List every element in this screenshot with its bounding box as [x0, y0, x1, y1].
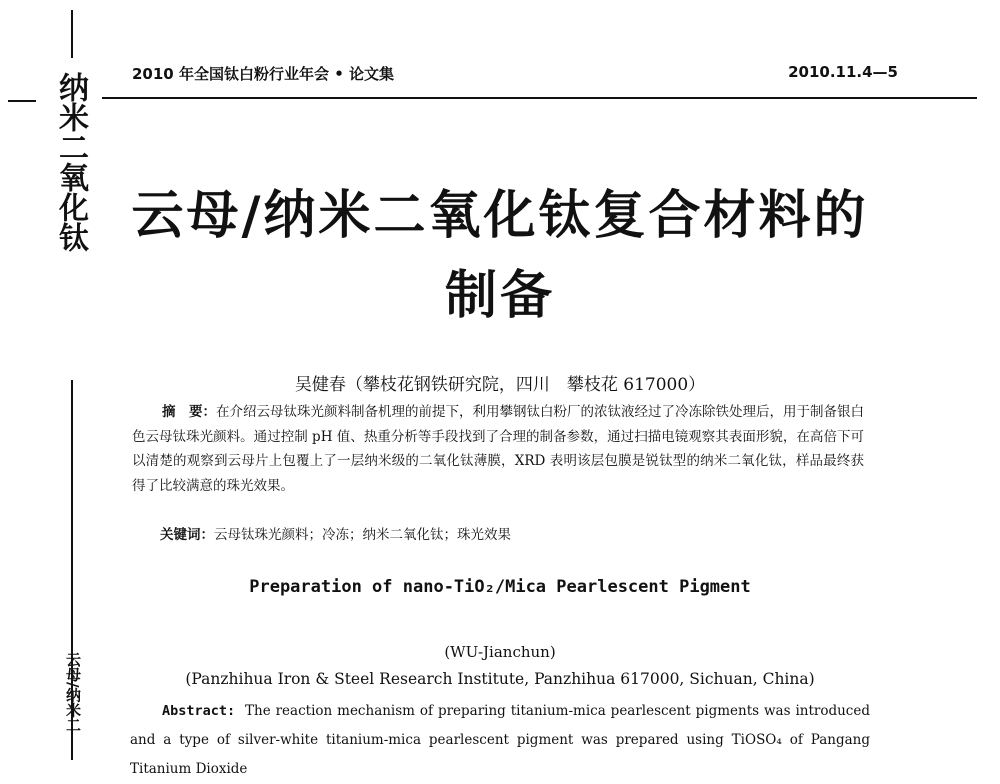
keywords-cn-label: 关键词： [160, 527, 214, 543]
header-date: 2010.11.4—5 [788, 63, 898, 81]
abstract-cn [132, 400, 864, 498]
abstract-en-text: The reaction mechanism of preparing titanium-mica pearlescent pigments was introduced and a type of silver-white titanium-mica pearlescent pigment was prepared using TiOSO₄ of Pangang Titanium Dioxide [130, 703, 870, 777]
side-running-title: 纳米二氧化钛 [53, 72, 88, 252]
abstract-en [130, 697, 870, 784]
paper-title-line2: 制备 [444, 266, 555, 326]
paper-title [110, 176, 890, 336]
author-cn: 吴健春（攀枝花钢铁研究院，四川 攀枝花 617000） [294, 375, 706, 395]
header-proceedings: 2010 年全国钛白粉行业年会 • 论文集 [132, 65, 395, 83]
header-rule [102, 97, 977, 99]
keywords-cn-text: 云母钛珠光颜料；冷冻；纳米二氧化钛；珠光效果 [214, 527, 511, 543]
abstract-cn-text: 在介绍云母钛珠光颜料制备机理的前提下，利用攀钢钛白粉厂的浓钛液经过了冷冻除铁处理后，用于制备银白色云母钛珠光颜料。通过控制 pH 值、热重分析等手段找到了合理的制备参数，通过扫描电镜观察其表面形貌，在高倍下可以清楚的观察到云母片上包覆上了一层纳米级的二氧化钛薄膜，XRD 表明该层包膜是锐钛型的纳米二氧化钛，样品最终获得了比较满意的珠光效果。 [132, 404, 864, 494]
abstract-cn-label: 摘 要： [162, 404, 216, 420]
side-running-title-small: 云母/纳米二 [64, 652, 82, 733]
side-dash [8, 100, 36, 102]
keywords-cn [160, 523, 860, 543]
paper-title-en: Preparation of nano-TiO₂/Mica Pearlescent Pigment [249, 577, 751, 597]
paper-title-line1: 云母/纳米二氧化钛复合材料的 [131, 186, 869, 246]
side-rule-top [71, 10, 73, 58]
abstract-en-label: Abstract: [162, 703, 236, 719]
affiliation-en: (Panzhihua Iron & Steel Research Institute, Panzhihua 617000, Sichuan, China) [185, 670, 815, 688]
author-en: (WU-Jianchun) [444, 643, 556, 661]
